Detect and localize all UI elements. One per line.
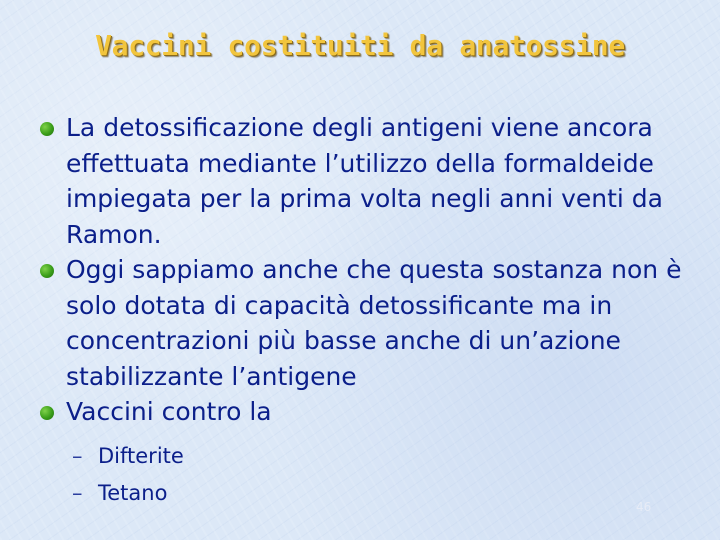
dash-icon: –: [72, 481, 83, 505]
bullet-list: [36, 110, 706, 430]
bullet-dot-icon: [40, 122, 54, 136]
slide-title: Vaccini costituiti da anatossine: [95, 29, 625, 62]
bullet-item: [36, 394, 706, 430]
sub-bullet-text: Difterite: [98, 444, 184, 468]
sub-bullet-item: [72, 438, 184, 475]
sub-bullet-item: [72, 475, 184, 512]
bullet-item: [36, 110, 706, 252]
bullet-text: La detossificazione degli antigeni viene ancora effettuata mediante l’utilizzo della formaldeide impiegata per la prima volta negli anni venti da Ramon.: [66, 113, 663, 249]
sub-bullet-list: [72, 438, 184, 512]
bullet-text: Oggi sappiamo anche che questa sostanza non è solo dotata di capacità detossificante ma in concentrazioni più basse anche di un’azione stabilizzante l’antigene: [66, 255, 682, 391]
sub-bullet-text: Tetano: [98, 481, 168, 505]
dash-icon: –: [72, 444, 83, 468]
page-number: 46: [636, 500, 652, 514]
bullet-item: [36, 252, 706, 394]
bullet-text: Vaccini contro la: [66, 397, 272, 426]
bullet-dot-icon: [40, 264, 54, 278]
bullet-dot-icon: [40, 406, 54, 420]
